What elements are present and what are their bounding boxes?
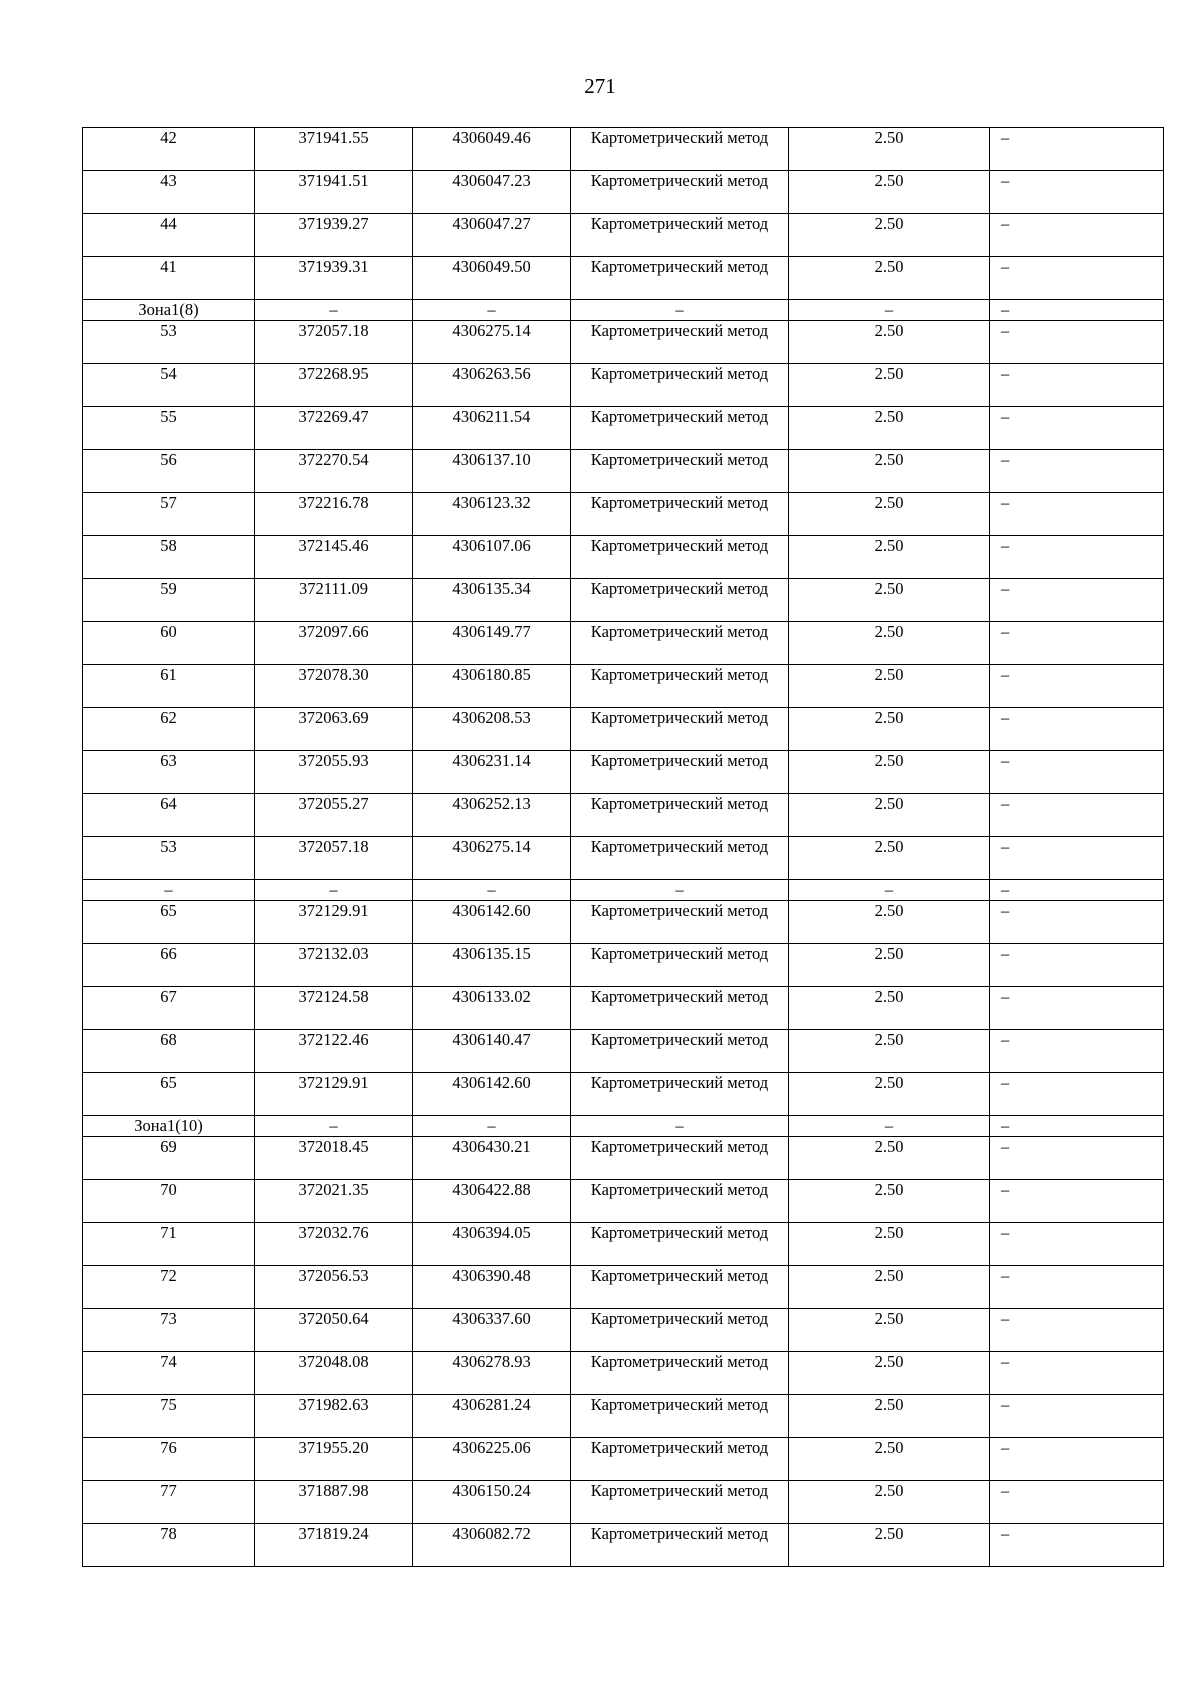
y-coordinate-cell: –	[413, 880, 571, 901]
note-cell: –	[990, 1309, 1164, 1352]
accuracy-cell: 2.50	[789, 901, 990, 944]
note-cell: –	[990, 1030, 1164, 1073]
coordinates-table	[82, 127, 1164, 1567]
method-cell: Картометрический метод	[571, 1352, 789, 1395]
method-cell: Картометрический метод	[571, 751, 789, 794]
note-cell: –	[990, 536, 1164, 579]
note-cell: –	[990, 214, 1164, 257]
method-cell: –	[571, 300, 789, 321]
accuracy-cell: 2.50	[789, 171, 990, 214]
point-number-cell: 64	[83, 794, 255, 837]
note-cell: –	[990, 837, 1164, 880]
note-cell: –	[990, 1395, 1164, 1438]
y-coordinate-cell: 4306137.10	[413, 450, 571, 493]
x-coordinate-cell: 372032.76	[255, 1223, 413, 1266]
y-coordinate-cell: 4306278.93	[413, 1352, 571, 1395]
x-coordinate-cell: 372050.64	[255, 1309, 413, 1352]
point-number-cell: 62	[83, 708, 255, 751]
note-cell: –	[990, 171, 1164, 214]
note-cell: –	[990, 493, 1164, 536]
point-number-cell: 72	[83, 1266, 255, 1309]
note-cell: –	[990, 1180, 1164, 1223]
accuracy-cell: 2.50	[789, 1438, 990, 1481]
x-coordinate-cell: –	[255, 1116, 413, 1137]
note-cell: –	[990, 1438, 1164, 1481]
point-number-cell: 69	[83, 1137, 255, 1180]
note-cell: –	[990, 450, 1164, 493]
accuracy-cell: 2.50	[789, 1309, 990, 1352]
method-cell: Картометрический метод	[571, 1524, 789, 1567]
method-cell: Картометрический метод	[571, 1309, 789, 1352]
table-row	[83, 751, 1164, 794]
point-number-cell: 68	[83, 1030, 255, 1073]
accuracy-cell: 2.50	[789, 1030, 990, 1073]
note-cell: –	[990, 321, 1164, 364]
y-coordinate-cell: 4306252.13	[413, 794, 571, 837]
method-cell: Картометрический метод	[571, 171, 789, 214]
point-number-cell: 53	[83, 837, 255, 880]
accuracy-cell: 2.50	[789, 1180, 990, 1223]
x-coordinate-cell: 372057.18	[255, 321, 413, 364]
method-cell: –	[571, 880, 789, 901]
x-coordinate-cell: 372145.46	[255, 536, 413, 579]
accuracy-cell: –	[789, 1116, 990, 1137]
point-number-cell: 65	[83, 901, 255, 944]
y-coordinate-cell: 4306263.56	[413, 364, 571, 407]
note-cell: –	[990, 880, 1164, 901]
table-row	[83, 1524, 1164, 1567]
accuracy-cell: –	[789, 300, 990, 321]
zone-header-row	[83, 880, 1164, 901]
point-number-cell: 54	[83, 364, 255, 407]
accuracy-cell: 2.50	[789, 214, 990, 257]
note-cell: –	[990, 665, 1164, 708]
coordinates-table-body	[83, 128, 1164, 1567]
accuracy-cell: 2.50	[789, 579, 990, 622]
method-cell: Картометрический метод	[571, 901, 789, 944]
method-cell: Картометрический метод	[571, 1438, 789, 1481]
point-number-cell: Зона1(10)	[83, 1116, 255, 1137]
accuracy-cell: 2.50	[789, 407, 990, 450]
accuracy-cell: 2.50	[789, 1223, 990, 1266]
table-row	[83, 128, 1164, 171]
point-number-cell: 76	[83, 1438, 255, 1481]
method-cell: Картометрический метод	[571, 214, 789, 257]
note-cell: –	[990, 128, 1164, 171]
method-cell: Картометрический метод	[571, 536, 789, 579]
x-coordinate-cell: 371955.20	[255, 1438, 413, 1481]
method-cell: Картометрический метод	[571, 1073, 789, 1116]
accuracy-cell: –	[789, 880, 990, 901]
accuracy-cell: 2.50	[789, 257, 990, 300]
page-number: 271	[584, 74, 616, 98]
note-cell: –	[990, 1223, 1164, 1266]
point-number-cell: 43	[83, 171, 255, 214]
point-number-cell: 65	[83, 1073, 255, 1116]
table-row	[83, 794, 1164, 837]
method-cell: Картометрический метод	[571, 1266, 789, 1309]
x-coordinate-cell: 371941.55	[255, 128, 413, 171]
note-cell: –	[990, 1137, 1164, 1180]
table-row	[83, 171, 1164, 214]
x-coordinate-cell: 372269.47	[255, 407, 413, 450]
point-number-cell: 75	[83, 1395, 255, 1438]
table-row	[83, 536, 1164, 579]
y-coordinate-cell: 4306281.24	[413, 1395, 571, 1438]
y-coordinate-cell: 4306049.46	[413, 128, 571, 171]
table-row	[83, 321, 1164, 364]
note-cell: –	[990, 708, 1164, 751]
x-coordinate-cell: –	[255, 880, 413, 901]
x-coordinate-cell: 371939.31	[255, 257, 413, 300]
x-coordinate-cell: 371939.27	[255, 214, 413, 257]
note-cell: –	[990, 1352, 1164, 1395]
x-coordinate-cell: 372122.46	[255, 1030, 413, 1073]
method-cell: Картометрический метод	[571, 257, 789, 300]
x-coordinate-cell: –	[255, 300, 413, 321]
note-cell: –	[990, 579, 1164, 622]
note-cell: –	[990, 1116, 1164, 1137]
point-number-cell: 60	[83, 622, 255, 665]
accuracy-cell: 2.50	[789, 1395, 990, 1438]
method-cell: Картометрический метод	[571, 1395, 789, 1438]
method-cell: Картометрический метод	[571, 622, 789, 665]
method-cell: Картометрический метод	[571, 987, 789, 1030]
table-row	[83, 837, 1164, 880]
method-cell: Картометрический метод	[571, 665, 789, 708]
y-coordinate-cell: 4306390.48	[413, 1266, 571, 1309]
y-coordinate-cell: 4306337.60	[413, 1309, 571, 1352]
point-number-cell: 53	[83, 321, 255, 364]
note-cell: –	[990, 1524, 1164, 1567]
x-coordinate-cell: 371819.24	[255, 1524, 413, 1567]
y-coordinate-cell: 4306135.34	[413, 579, 571, 622]
y-coordinate-cell: 4306150.24	[413, 1481, 571, 1524]
table-row	[83, 1438, 1164, 1481]
y-coordinate-cell: 4306225.06	[413, 1438, 571, 1481]
method-cell: Картометрический метод	[571, 493, 789, 536]
x-coordinate-cell: 372132.03	[255, 944, 413, 987]
method-cell: Картометрический метод	[571, 1030, 789, 1073]
x-coordinate-cell: 372270.54	[255, 450, 413, 493]
table-row	[83, 493, 1164, 536]
point-number-cell: 61	[83, 665, 255, 708]
point-number-cell: 71	[83, 1223, 255, 1266]
method-cell: Картометрический метод	[571, 407, 789, 450]
accuracy-cell: 2.50	[789, 450, 990, 493]
table-row	[83, 407, 1164, 450]
table-row	[83, 257, 1164, 300]
method-cell: Картометрический метод	[571, 321, 789, 364]
table-row	[83, 579, 1164, 622]
accuracy-cell: 2.50	[789, 665, 990, 708]
accuracy-cell: 2.50	[789, 321, 990, 364]
x-coordinate-cell: 372057.18	[255, 837, 413, 880]
x-coordinate-cell: 372048.08	[255, 1352, 413, 1395]
y-coordinate-cell: 4306275.14	[413, 837, 571, 880]
x-coordinate-cell: 372111.09	[255, 579, 413, 622]
zone-header-row	[83, 1116, 1164, 1137]
table-row	[83, 944, 1164, 987]
point-number-cell: 56	[83, 450, 255, 493]
point-number-cell: 44	[83, 214, 255, 257]
table-row	[83, 1180, 1164, 1223]
method-cell: –	[571, 1116, 789, 1137]
note-cell: –	[990, 407, 1164, 450]
method-cell: Картометрический метод	[571, 579, 789, 622]
table-row	[83, 1395, 1164, 1438]
x-coordinate-cell: 372097.66	[255, 622, 413, 665]
table-row	[83, 364, 1164, 407]
table-row	[83, 901, 1164, 944]
y-coordinate-cell: 4306049.50	[413, 257, 571, 300]
accuracy-cell: 2.50	[789, 1073, 990, 1116]
table-row	[83, 1223, 1164, 1266]
x-coordinate-cell: 372124.58	[255, 987, 413, 1030]
point-number-cell: 57	[83, 493, 255, 536]
x-coordinate-cell: 372055.27	[255, 794, 413, 837]
y-coordinate-cell: 4306208.53	[413, 708, 571, 751]
x-coordinate-cell: 372055.93	[255, 751, 413, 794]
y-coordinate-cell: 4306133.02	[413, 987, 571, 1030]
point-number-cell: 63	[83, 751, 255, 794]
accuracy-cell: 2.50	[789, 128, 990, 171]
point-number-cell: 41	[83, 257, 255, 300]
accuracy-cell: 2.50	[789, 944, 990, 987]
y-coordinate-cell: 4306180.85	[413, 665, 571, 708]
method-cell: Картометрический метод	[571, 944, 789, 987]
x-coordinate-cell: 372268.95	[255, 364, 413, 407]
note-cell: –	[990, 364, 1164, 407]
zone-header-row	[83, 300, 1164, 321]
table-row	[83, 708, 1164, 751]
y-coordinate-cell: 4306135.15	[413, 944, 571, 987]
note-cell: –	[990, 794, 1164, 837]
accuracy-cell: 2.50	[789, 987, 990, 1030]
accuracy-cell: 2.50	[789, 1481, 990, 1524]
y-coordinate-cell: 4306275.14	[413, 321, 571, 364]
y-coordinate-cell: 4306123.32	[413, 493, 571, 536]
table-row	[83, 450, 1164, 493]
y-coordinate-cell: 4306142.60	[413, 1073, 571, 1116]
y-coordinate-cell: 4306047.23	[413, 171, 571, 214]
accuracy-cell: 2.50	[789, 1352, 990, 1395]
x-coordinate-cell: 371887.98	[255, 1481, 413, 1524]
table-row	[83, 622, 1164, 665]
table-row	[83, 1352, 1164, 1395]
x-coordinate-cell: 372129.91	[255, 1073, 413, 1116]
note-cell: –	[990, 1266, 1164, 1309]
method-cell: Картометрический метод	[571, 837, 789, 880]
y-coordinate-cell: –	[413, 300, 571, 321]
method-cell: Картометрический метод	[571, 1481, 789, 1524]
note-cell: –	[990, 944, 1164, 987]
accuracy-cell: 2.50	[789, 837, 990, 880]
table-row	[83, 1309, 1164, 1352]
y-coordinate-cell: –	[413, 1116, 571, 1137]
x-coordinate-cell: 371982.63	[255, 1395, 413, 1438]
table-row	[83, 987, 1164, 1030]
y-coordinate-cell: 4306082.72	[413, 1524, 571, 1567]
table-row	[83, 1266, 1164, 1309]
method-cell: Картометрический метод	[571, 450, 789, 493]
x-coordinate-cell: 372018.45	[255, 1137, 413, 1180]
accuracy-cell: 2.50	[789, 493, 990, 536]
accuracy-cell: 2.50	[789, 708, 990, 751]
note-cell: –	[990, 300, 1164, 321]
method-cell: Картометрический метод	[571, 128, 789, 171]
x-coordinate-cell: 372063.69	[255, 708, 413, 751]
note-cell: –	[990, 257, 1164, 300]
table-row	[83, 665, 1164, 708]
method-cell: Картометрический метод	[571, 1223, 789, 1266]
note-cell: –	[990, 622, 1164, 665]
accuracy-cell: 2.50	[789, 751, 990, 794]
y-coordinate-cell: 4306422.88	[413, 1180, 571, 1223]
method-cell: Картометрический метод	[571, 794, 789, 837]
point-number-cell: Зона1(8)	[83, 300, 255, 321]
accuracy-cell: 2.50	[789, 364, 990, 407]
y-coordinate-cell: 4306231.14	[413, 751, 571, 794]
y-coordinate-cell: 4306430.21	[413, 1137, 571, 1180]
x-coordinate-cell: 372021.35	[255, 1180, 413, 1223]
x-coordinate-cell: 372129.91	[255, 901, 413, 944]
x-coordinate-cell: 372056.53	[255, 1266, 413, 1309]
y-coordinate-cell: 4306107.06	[413, 536, 571, 579]
point-number-cell: 59	[83, 579, 255, 622]
y-coordinate-cell: 4306142.60	[413, 901, 571, 944]
point-number-cell: 66	[83, 944, 255, 987]
table-row	[83, 214, 1164, 257]
method-cell: Картометрический метод	[571, 364, 789, 407]
y-coordinate-cell: 4306394.05	[413, 1223, 571, 1266]
y-coordinate-cell: 4306149.77	[413, 622, 571, 665]
accuracy-cell: 2.50	[789, 1524, 990, 1567]
point-number-cell: 73	[83, 1309, 255, 1352]
y-coordinate-cell: 4306140.47	[413, 1030, 571, 1073]
x-coordinate-cell: 372078.30	[255, 665, 413, 708]
accuracy-cell: 2.50	[789, 622, 990, 665]
x-coordinate-cell: 372216.78	[255, 493, 413, 536]
table-row	[83, 1137, 1164, 1180]
note-cell: –	[990, 901, 1164, 944]
table-row	[83, 1030, 1164, 1073]
method-cell: Картометрический метод	[571, 708, 789, 751]
point-number-cell: 67	[83, 987, 255, 1030]
point-number-cell: 77	[83, 1481, 255, 1524]
table-row	[83, 1481, 1164, 1524]
point-number-cell: 74	[83, 1352, 255, 1395]
accuracy-cell: 2.50	[789, 1137, 990, 1180]
y-coordinate-cell: 4306211.54	[413, 407, 571, 450]
point-number-cell: 70	[83, 1180, 255, 1223]
method-cell: Картометрический метод	[571, 1180, 789, 1223]
x-coordinate-cell: 371941.51	[255, 171, 413, 214]
note-cell: –	[990, 1073, 1164, 1116]
table-row	[83, 1073, 1164, 1116]
point-number-cell: 55	[83, 407, 255, 450]
accuracy-cell: 2.50	[789, 536, 990, 579]
y-coordinate-cell: 4306047.27	[413, 214, 571, 257]
method-cell: Картометрический метод	[571, 1137, 789, 1180]
note-cell: –	[990, 751, 1164, 794]
note-cell: –	[990, 987, 1164, 1030]
point-number-cell: 58	[83, 536, 255, 579]
point-number-cell: 42	[83, 128, 255, 171]
accuracy-cell: 2.50	[789, 794, 990, 837]
point-number-cell: –	[83, 880, 255, 901]
accuracy-cell: 2.50	[789, 1266, 990, 1309]
note-cell: –	[990, 1481, 1164, 1524]
point-number-cell: 78	[83, 1524, 255, 1567]
